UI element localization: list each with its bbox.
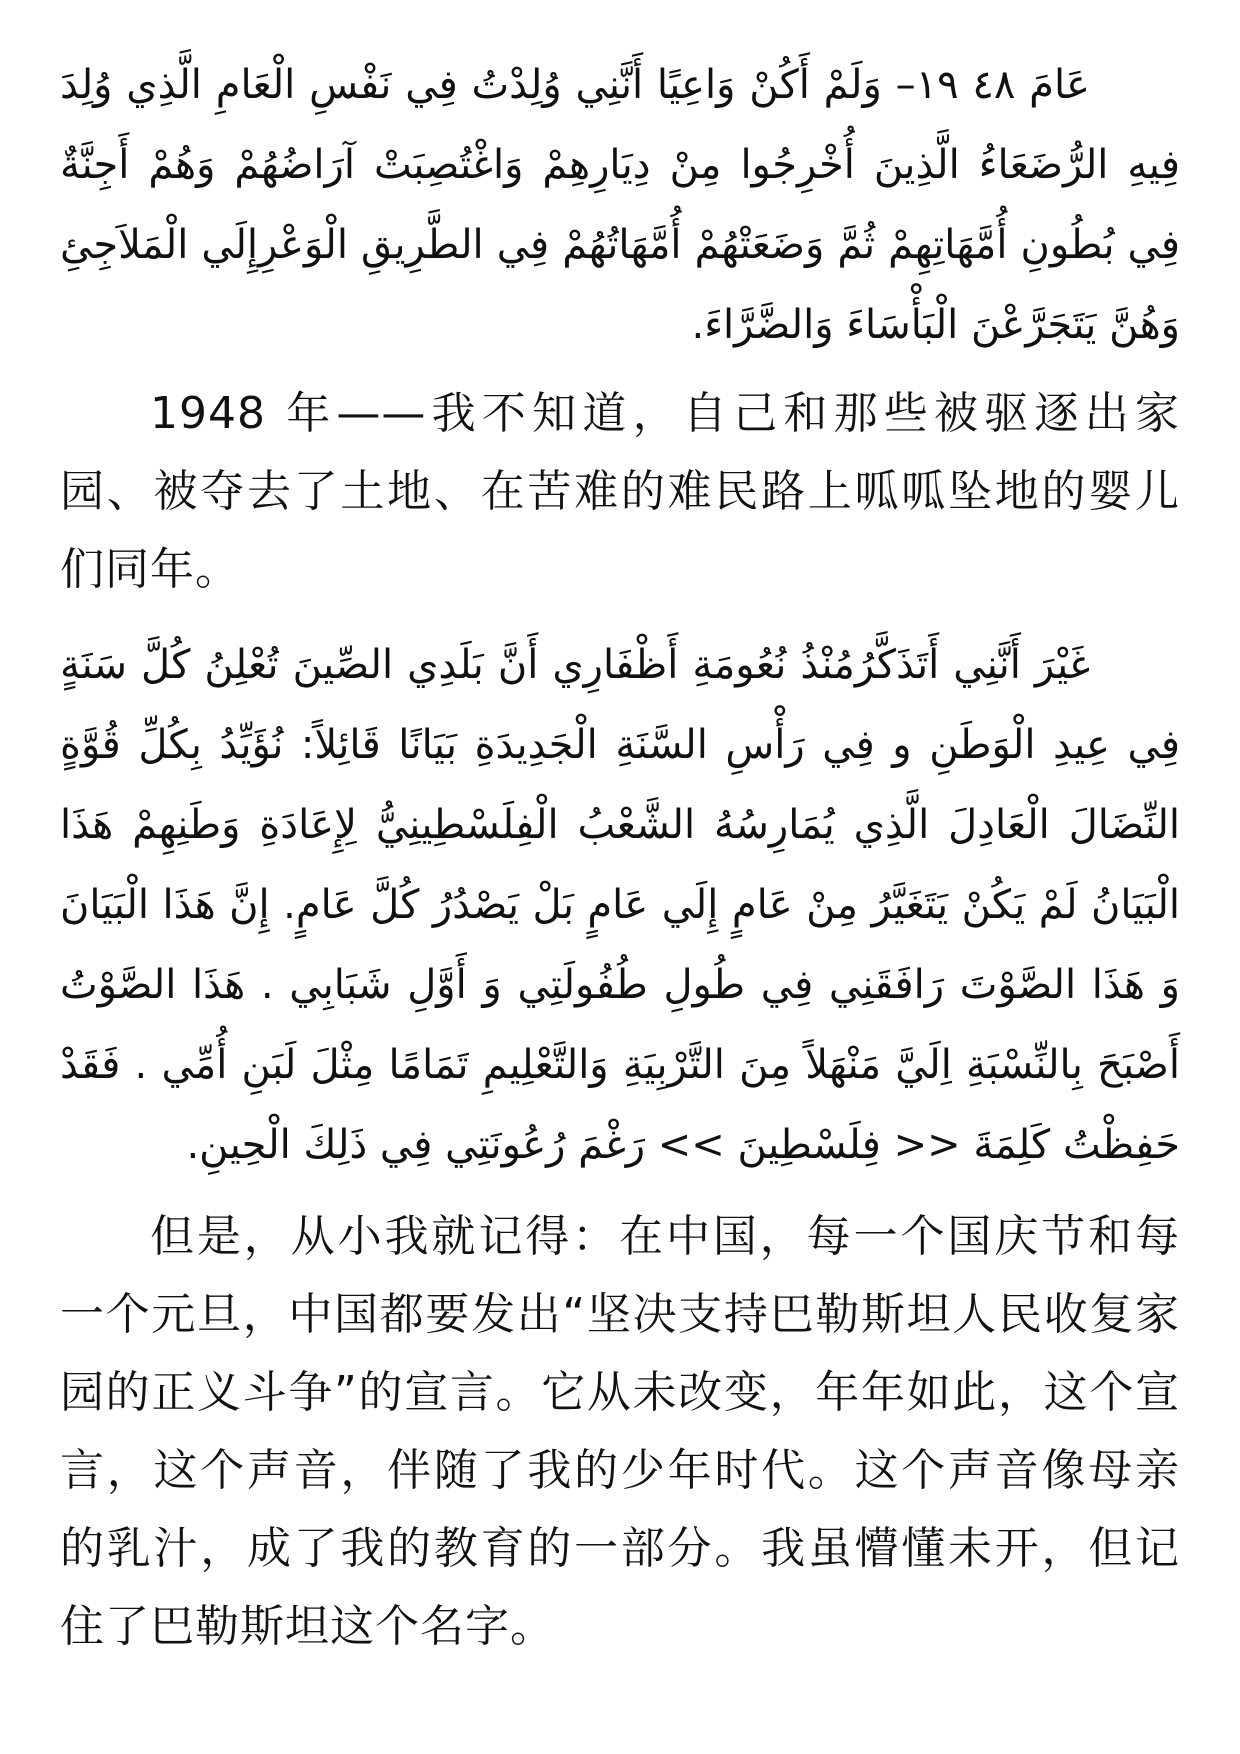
- chinese-paragraph-childhood-statement: 但是，从小我就记得：在中国，每一个国庆节和每一个元旦，中国都要发出“坚决支持巴勒斯坦人民收复家园的正义斗争”的宣言。它从未改变，年年如此，这个宣言，这个声音，伴随了我的少年时代。这个声音像母亲的乳汁，成了我的教育的一部分。我虽懵懂未开，但记住了巴勒斯坦这个名字。: [60, 1211, 1180, 1652]
- arabic-paragraph-1948: عَامَ ٤٨ ١٩– وَلَمْ أَكُنْ وَاعِيًا أَنَّنِي وُلِدْتُ فِي نَفْسِ الْعَامِ الَّذِي وُلِدَ فِيهِ الرُّضَعَاءُ الَّذِينَ أُخْرِجُوا مِنْ دِيَارِهِمْ وَاغْتُصِبَتْ آرَاضُهُمْ وَهُمْ أَجِنَّةٌ فِي بُطُونِ أُمَّهَاتِهِمْ ثُمَّ وَضَعَتْهُمْ أُمَّهَاتُهُمْ فِي الطَّرِيقِ الْوَعْرِإِلَي الْمَلاَجِئِ وَهُنَّ يَتَجَرَّعْنَ الْبَأْسَاءَ وَالضَّرَّاءَ.: [60, 62, 1180, 348]
- chinese-paragraph-1948: 1948 年——我不知道，自己和那些被驱逐出家园、被夺去了土地、在苦难的难民路上呱呱坠地的婴儿们同年。: [60, 388, 1180, 595]
- arabic-paragraph-childhood-statement: غَيْرَ أَنَّنِي أَتَذَكَّرُمُنْذُ نُعُومَةِ أَظْفَارِي أَنَّ بَلَدِي الصِّينَ تُعْلِنُ كُلَّ سَنَةٍ فِي عِيدِ الْوَطَنِ و فِي رَأْسِ السَّنَةِ الْجَدِيدَةِ بَيَانًا قَائِلاً: نُؤَيِّدُ بِكُلِّ قُوَّةٍ النِّضَالَ الْعَادِلَ الَّذِي يُمَارِسُهُ الشَّعْبُ الْفِلَسْطِينِيُّ لِإِعَادَةِ وَطَنِهِمْ هَذَا الْبَيَانُ لَمْ يَكُنْ يَتَغَيَّرُ مِنْ عَامٍ إِلَي عَامٍ بَلْ يَصْدُرُ كُلَّ عَامٍ. إِنَّ هَذَا الْبَيَانَ وَ هَذَا الصَّوْتَ رَافَقَنِي فِي طُولِ طُفُولَتِي وَ أَوَّلِ شَبَابِي . هَذَا الصَّوْتُ أَصْبَحَ بِالنِّسْبَةِ اِلَيَّ مَنْهَلاً مِنَ التَّرْبِيَةِ وَالتَّعْلِيمِ تَمَامًا مِثْلَ لَبَنِ أُمِّي . فَقَدْ حَفِظْتُ كَلِمَةَ << فِلَسْطِينَ >> رَغْمَ رُعُونَتِي فِي ذَلِكَ الْحِينِ.: [60, 642, 1180, 1168]
